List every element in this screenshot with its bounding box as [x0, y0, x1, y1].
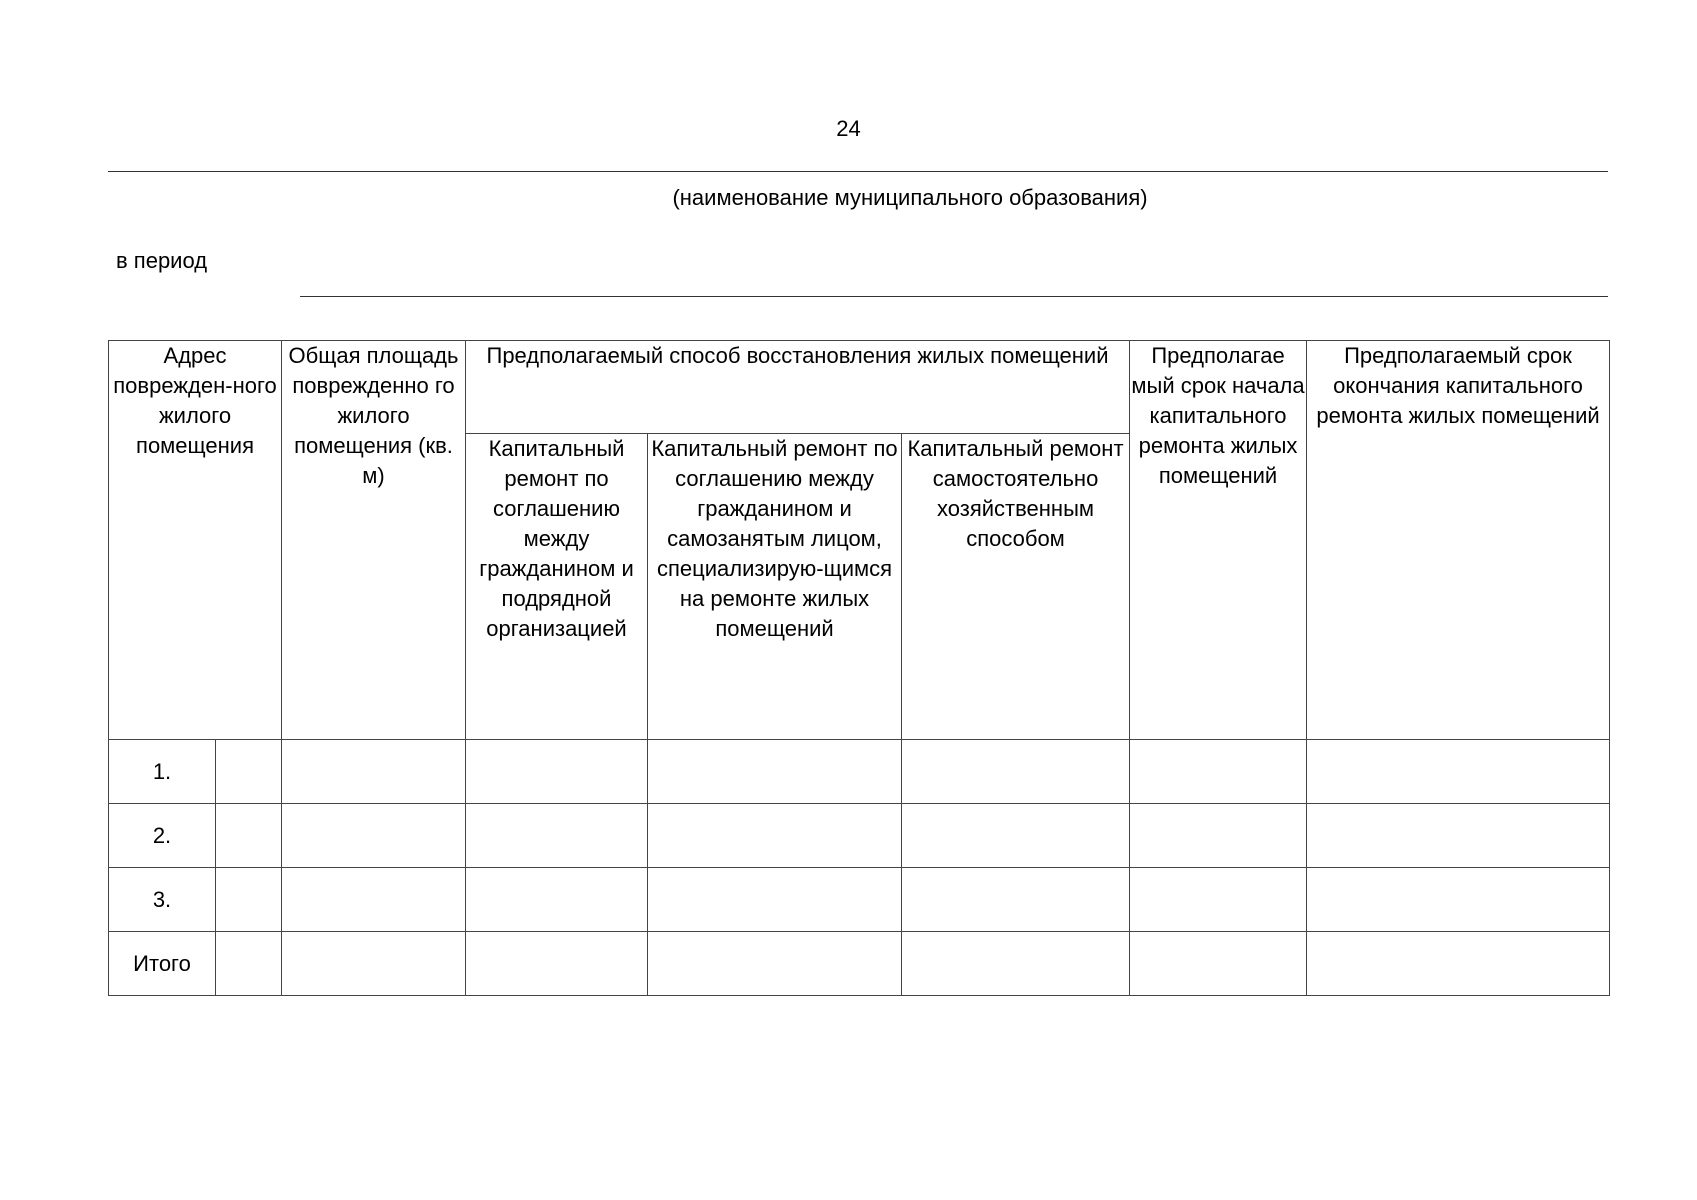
- table-cell: [282, 868, 466, 932]
- table-cell: [902, 932, 1130, 996]
- table-cell: [902, 804, 1130, 868]
- table-cell: [466, 932, 648, 996]
- table-cell: [1307, 868, 1610, 932]
- table-cell: [282, 804, 466, 868]
- period-line: [300, 296, 1608, 297]
- table-cell: [1307, 804, 1610, 868]
- table-cell: [1130, 804, 1307, 868]
- row-label-total: Итого: [109, 932, 216, 996]
- page-number: 24: [836, 116, 861, 141]
- table-cell: [648, 932, 902, 996]
- table-cell: [902, 868, 1130, 932]
- table-row: [109, 740, 1610, 804]
- table-cell: [216, 932, 282, 996]
- table-row-total: [109, 932, 1610, 996]
- table-cell: [648, 804, 902, 868]
- table-cell: [1130, 740, 1307, 804]
- table-cell: [282, 740, 466, 804]
- table-cell: [1307, 932, 1610, 996]
- table-row: [109, 868, 1610, 932]
- report-table: [108, 340, 1610, 996]
- header-method-selfemployed: Капитальный ремонт по соглашению между гражданином и самозанятым лицом, специализирую-щимся на ремонте жилых помещений: [648, 434, 902, 740]
- table-cell: [282, 932, 466, 996]
- row-label: 1.: [109, 740, 216, 804]
- header-area: Общая площадь поврежденно го жилого помещения (кв. м): [282, 341, 466, 740]
- header-method-household: Капитальный ремонт самостоятельно хозяйственным способом: [902, 434, 1130, 740]
- period-label: в период: [116, 248, 208, 273]
- table-cell: [216, 804, 282, 868]
- header-method-group: Предполагаемый способ восстановления жилых помещений: [466, 341, 1130, 434]
- row-label: 2.: [109, 804, 216, 868]
- table-cell: [1307, 740, 1610, 804]
- table-cell: [1130, 932, 1307, 996]
- municipality-line: [108, 171, 1608, 172]
- table-cell: [466, 740, 648, 804]
- header-start-date: Предполагае мый срок начала капитального ремонта жилых помещений: [1130, 341, 1307, 740]
- table-cell: [466, 868, 648, 932]
- row-label: 3.: [109, 868, 216, 932]
- table-cell: [466, 804, 648, 868]
- header-end-date: Предполагаемый срок окончания капитального ремонта жилых помещений: [1307, 341, 1610, 740]
- municipality-caption: (наименование муниципального образования): [672, 185, 1148, 210]
- table-row: [109, 804, 1610, 868]
- table-cell: [902, 740, 1130, 804]
- header-address: Адрес поврежден-ного жилого помещения: [109, 341, 282, 740]
- table-cell: [648, 868, 902, 932]
- table-cell: [1130, 868, 1307, 932]
- table-cell: [216, 740, 282, 804]
- table-cell: [216, 868, 282, 932]
- header-method-contractor: Капитальный ремонт по соглашению между гражданином и подрядной организацией: [466, 434, 648, 740]
- table-cell: [648, 740, 902, 804]
